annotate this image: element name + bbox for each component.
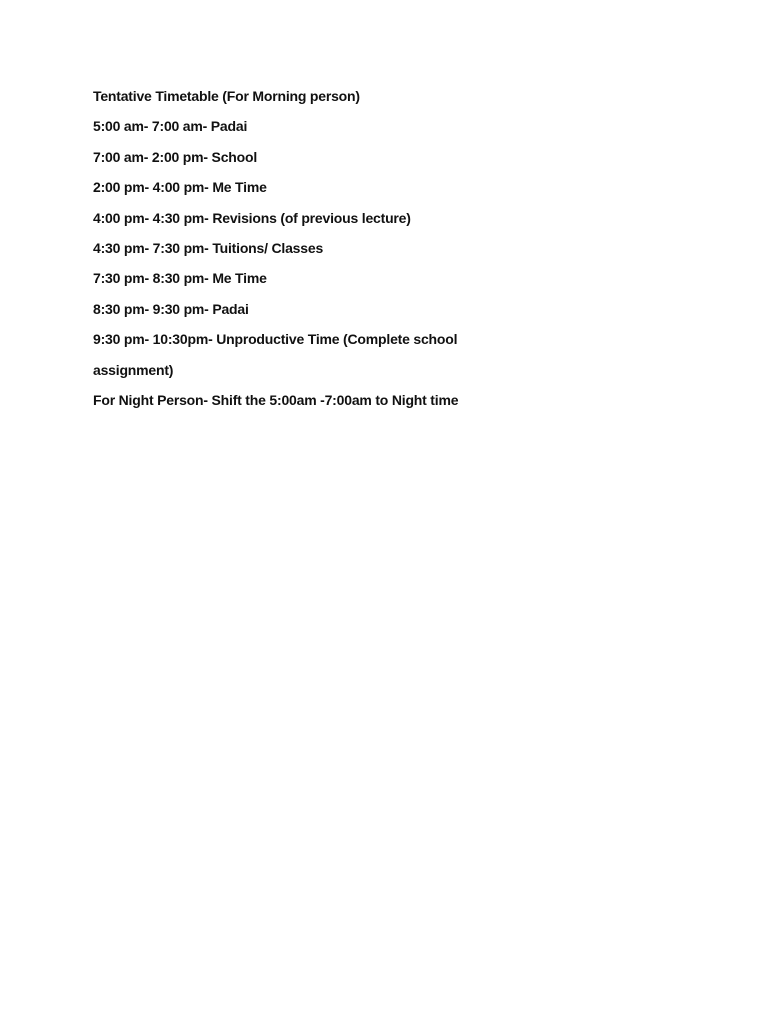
schedule-line: 4:00 pm- 4:30 pm- Revisions (of previous lecture) [93, 209, 411, 226]
document-title: Tentative Timetable (For Morning person) [93, 88, 360, 104]
schedule-line: 8:30 pm- 9:30 pm- Padai [93, 300, 249, 317]
night-person-note: For Night Person- Shift the 5:00am -7:00am to Night time [93, 391, 459, 408]
schedule-line: 9:30 pm- 10:30pm- Unproductive Time (Complete school [93, 331, 458, 348]
schedule-line: 4:30 pm- 7:30 pm- Tuitions/ Classes [93, 239, 324, 256]
schedule-line: 2:00 pm- 4:00 pm- Me Time [93, 179, 267, 196]
schedule-line: 7:00 am- 2:00 pm- School [93, 148, 258, 165]
document-body [93, 86, 533, 420]
schedule-line-continued: assignment) [93, 361, 174, 378]
schedule-line: 5:00 am- 7:00 am- Padai [93, 118, 248, 135]
schedule-line: 7:30 pm- 8:30 pm- Me Time [93, 270, 267, 287]
